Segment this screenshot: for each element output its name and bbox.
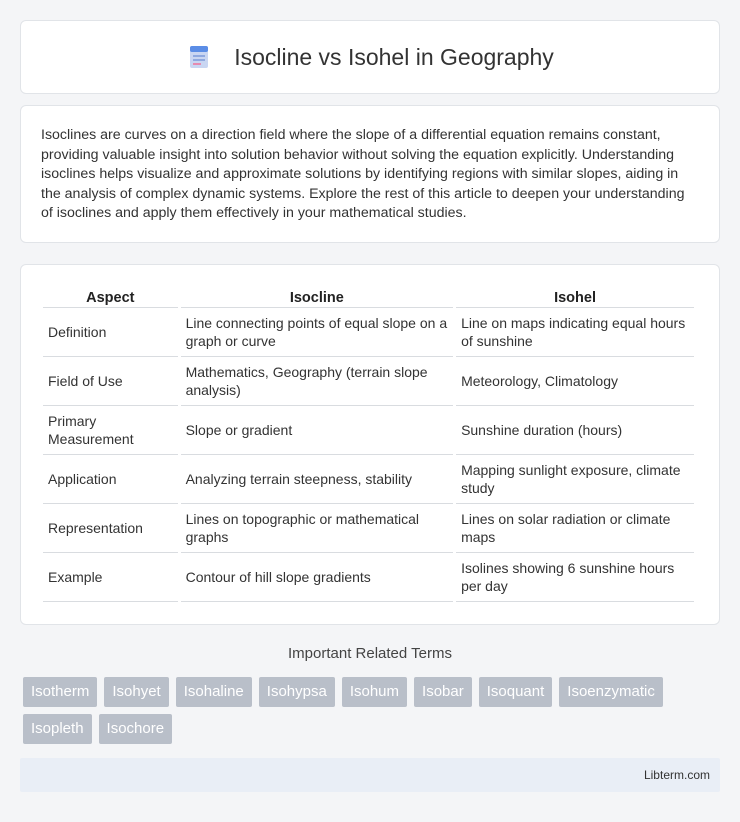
cell-aspect: Example — [43, 553, 178, 602]
cell-aspect: Definition — [43, 308, 178, 357]
related-term-tag[interactable]: Isoenzymatic — [559, 677, 663, 707]
cell-isohel: Mapping sunlight exposure, climate study — [456, 455, 694, 504]
table-row — [43, 357, 694, 406]
cell-isocline: Contour of hill slope gradients — [181, 553, 453, 602]
related-term-tag[interactable]: Isopleth — [23, 714, 92, 744]
related-term-tag[interactable]: Isoquant — [479, 677, 553, 707]
cell-isohel: Sunshine duration (hours) — [456, 406, 694, 455]
comparison-table-card — [20, 264, 720, 625]
header-isocline: Isocline — [181, 285, 453, 308]
related-term-tag[interactable]: Isochore — [99, 714, 173, 744]
footer-site-link[interactable]: Libterm.com — [643, 768, 710, 782]
table-row — [43, 308, 694, 357]
cell-isocline: Lines on topographic or mathematical graphs — [181, 504, 453, 553]
related-term-tag[interactable]: Isotherm — [23, 677, 97, 707]
cell-isocline: Mathematics, Geography (terrain slope analysis) — [181, 357, 453, 406]
related-term-tag[interactable]: Isohum — [342, 677, 407, 707]
cell-isohel: Lines on solar radiation or climate maps — [456, 504, 694, 553]
related-terms-list — [23, 677, 723, 751]
intro-card — [20, 105, 720, 243]
cell-isocline: Slope or gradient — [181, 406, 453, 455]
cell-isohel: Line on maps indicating equal hours of sunshine — [456, 308, 694, 357]
header-card — [20, 20, 720, 94]
cell-isohel: Meteorology, Climatology — [456, 357, 694, 406]
related-term-tag[interactable]: Isohyet — [104, 677, 168, 707]
cell-aspect: Representation — [43, 504, 178, 553]
header-isohel: Isohel — [456, 285, 694, 308]
comparison-table — [40, 285, 697, 602]
cell-aspect: Application — [43, 455, 178, 504]
document-icon — [186, 44, 212, 70]
cell-aspect: Field of Use — [43, 357, 178, 406]
cell-isocline: Line connecting points of equal slope on a graph or curve — [181, 308, 453, 357]
table-header-row — [43, 285, 694, 308]
related-term-tag[interactable]: Isobar — [414, 677, 472, 707]
related-term-tag[interactable]: Isohaline — [176, 677, 252, 707]
cell-aspect: Primary Measurement — [43, 406, 178, 455]
header-aspect: Aspect — [43, 285, 178, 308]
cell-isocline: Analyzing terrain steepness, stability — [181, 455, 453, 504]
table-row — [43, 455, 694, 504]
footer — [20, 758, 720, 792]
table-row — [43, 406, 694, 455]
table-row — [43, 504, 694, 553]
cell-isohel: Isolines showing 6 sunshine hours per day — [456, 553, 694, 602]
related-term-tag[interactable]: Isohypsa — [259, 677, 335, 707]
related-terms-title: Important Related Terms — [288, 645, 452, 662]
page-title: Isocline vs Isohel in Geography — [234, 43, 554, 70]
table-row — [43, 553, 694, 602]
intro-paragraph: Isoclines are curves on a direction field where the slope of a differential equation remains constant, providing valuable insight into solution behavior without solving the equation explicitly. Understanding isoclines helps visualize and approximate solutions by identifying regions with similar slopes, aiding in the analysis of complex dynamic systems. Explore the rest of this article to deepen your understanding of isoclines and apply them effectively in your mathematical studies. — [41, 127, 685, 221]
